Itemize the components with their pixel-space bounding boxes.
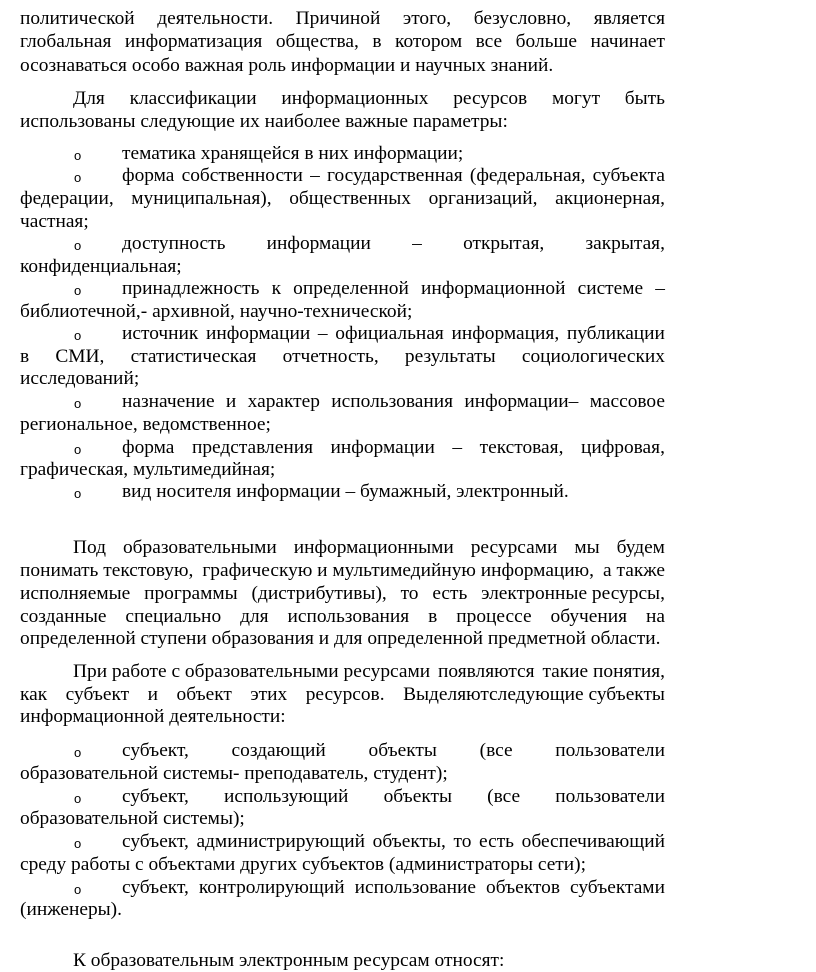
word: текстовая,	[479, 437, 564, 458]
word: информации	[330, 437, 435, 458]
word: акционерная,	[555, 188, 665, 209]
word: а также	[603, 560, 665, 581]
word: исполняемые	[20, 583, 131, 604]
word: есть	[432, 583, 468, 604]
word: объект	[176, 684, 232, 705]
bullet-icon: o	[74, 442, 82, 457]
paragraph-3-line-1	[73, 536, 665, 559]
word: информационными	[293, 537, 454, 558]
word: деятельности.	[157, 8, 274, 29]
word: контролирующий	[198, 877, 345, 898]
word: появляются	[438, 661, 535, 682]
word: является	[593, 8, 665, 29]
word: субъектами	[570, 877, 665, 898]
word: начинает	[590, 31, 665, 52]
word: результаты	[404, 346, 496, 367]
word: доступность	[122, 233, 226, 254]
word: социологических	[521, 346, 665, 367]
word: общества,	[275, 31, 359, 52]
word: то	[400, 583, 419, 604]
word: пользователи	[555, 740, 665, 761]
list-item	[122, 785, 665, 808]
word: безусловно,	[473, 8, 572, 29]
bullet-icon: o	[74, 283, 82, 298]
word: общественных	[289, 188, 411, 209]
word: информатизация	[124, 31, 263, 52]
word: организаций,	[428, 188, 538, 209]
list-item-continuation: среду работы с объектами других субъектов (администраторы сети);	[20, 854, 587, 875]
word: информации–	[464, 391, 579, 412]
list-item	[122, 232, 665, 255]
word: –	[310, 165, 320, 186]
list-item-continuation: региональное, ведомственное;	[20, 414, 271, 435]
word: информационных	[281, 88, 429, 109]
word: принадлежность	[122, 278, 260, 299]
list-item	[122, 739, 665, 762]
list-item	[122, 322, 665, 345]
list-item: вид носителя информации – бумажный, электронный.	[122, 481, 569, 502]
word: –	[412, 233, 422, 254]
paragraph-3-line-2	[20, 559, 665, 582]
list-item-continuation: частная;	[20, 211, 89, 232]
word: ресурсов	[453, 88, 528, 109]
list-item	[122, 390, 665, 413]
word: объектов	[486, 877, 560, 898]
list-item-continuation	[20, 345, 665, 368]
bullet-icon: o	[74, 148, 82, 163]
list-item-continuation: исследований;	[20, 368, 140, 389]
word: субъект,	[122, 740, 189, 761]
word: такие понятия,	[542, 661, 665, 682]
word: (все	[479, 740, 513, 761]
paragraph-5-line-1: К образовательным электронным ресурсам относят:	[73, 950, 505, 971]
word: цифровая,	[580, 437, 665, 458]
word: субъект,	[122, 877, 189, 898]
list-item	[122, 164, 665, 187]
word: и	[147, 684, 158, 705]
bullet-icon: o	[74, 882, 82, 897]
word: информации	[266, 233, 371, 254]
list-item: тематика хранящейся в них информации;	[122, 143, 464, 164]
paragraph-3-line-3	[20, 582, 665, 605]
paragraph-1-line-1	[20, 7, 665, 30]
word: объекты	[383, 786, 452, 807]
word: будем	[616, 537, 665, 558]
word: больше	[515, 31, 578, 52]
paragraph-1-line-3: осознаваться особо важная роль информации и научных знаний.	[20, 55, 554, 76]
word: (федеральная,	[469, 165, 586, 186]
list-item	[122, 876, 665, 899]
word: Выделяютследующие субъекты	[403, 684, 665, 705]
word: –	[452, 437, 463, 458]
word: политической	[20, 8, 135, 29]
word: создающий	[231, 740, 326, 761]
word: ресурсами	[470, 537, 558, 558]
paragraph-2-line-1	[73, 87, 665, 110]
word: понимать текстовую,	[20, 560, 194, 581]
word: есть	[479, 831, 515, 852]
word: При работе с образовательными ресурсами	[73, 661, 431, 682]
word: системе	[577, 278, 644, 299]
list-item-continuation	[20, 187, 665, 210]
word: электронные ресурсы,	[481, 583, 665, 604]
paragraph-2-line-2: использованы следующие их наиболее важные параметры:	[20, 111, 508, 132]
word: этих	[250, 684, 288, 705]
word: муниципальная),	[131, 188, 272, 209]
word: Для	[73, 88, 105, 109]
bullet-icon: o	[74, 328, 82, 343]
word: все	[475, 31, 503, 52]
word: быть	[624, 88, 665, 109]
word: использования	[331, 391, 454, 412]
list-item-continuation: (инженеры).	[20, 899, 122, 920]
word: федерации,	[20, 188, 114, 209]
word: ресурсов.	[305, 684, 385, 705]
word: как	[20, 684, 48, 705]
word: Причиной	[295, 8, 381, 29]
list-item	[122, 277, 665, 300]
word: специально	[125, 606, 222, 627]
word: форма	[122, 437, 175, 458]
word: закрытая,	[585, 233, 665, 254]
paragraph-3-line-5: определенной ступени образования и для определенной предметной области.	[20, 628, 661, 649]
word: характер	[247, 391, 320, 412]
word: статистическая	[130, 346, 257, 367]
word: использования	[287, 606, 410, 627]
word: образовательными	[122, 537, 277, 558]
word: графическую и мультимедийную информацию,	[202, 560, 595, 581]
word: информация,	[451, 323, 560, 344]
list-item-continuation: образовательной системы- преподаватель, студент);	[20, 763, 448, 784]
word: открытая,	[463, 233, 545, 254]
word: субъект,	[122, 786, 189, 807]
word: могут	[551, 88, 601, 109]
word: созданные	[20, 606, 107, 627]
word: назначение	[122, 391, 215, 412]
bullet-icon: o	[74, 396, 82, 411]
word: использование	[354, 877, 477, 898]
word: к	[271, 278, 282, 299]
list-item	[122, 830, 665, 853]
word: собственности	[181, 165, 303, 186]
list-item-continuation: образовательной системы);	[20, 808, 245, 829]
paragraph-1-line-2	[20, 30, 665, 53]
word: –	[655, 278, 665, 299]
word: –	[317, 323, 328, 344]
word: государственная	[327, 165, 463, 186]
paragraph-4-line-2	[20, 683, 665, 706]
word: для	[240, 606, 269, 627]
list-item-continuation: библиотечной,- архивной, научно-технической;	[20, 301, 413, 322]
word: субъект,	[122, 831, 189, 852]
word: глобальная	[20, 31, 112, 52]
word: Под	[73, 537, 107, 558]
word: обеспечивающий	[521, 831, 665, 852]
paragraph-4-line-1	[73, 660, 665, 683]
word: форма	[122, 165, 175, 186]
word: информации	[205, 323, 311, 344]
word: котором	[395, 31, 463, 52]
word: субъекта	[592, 165, 665, 186]
word: пользователи	[555, 786, 665, 807]
word: этого,	[402, 8, 452, 29]
word: официальная	[335, 323, 444, 344]
bullet-icon: o	[74, 486, 82, 501]
word: в	[428, 606, 438, 627]
word: использующий	[224, 786, 349, 807]
word: массовое	[589, 391, 665, 412]
list-item-continuation: конфиденциальная;	[20, 256, 182, 277]
word: представления	[191, 437, 314, 458]
word: объекты	[368, 740, 437, 761]
bullet-icon: o	[74, 791, 82, 806]
list-item-continuation: графическая, мультимедийная;	[20, 459, 276, 480]
word: и	[225, 391, 237, 412]
word: объекты,	[372, 831, 446, 852]
paragraph-3-line-4	[20, 605, 665, 628]
word: публикации	[566, 323, 665, 344]
word: администрирующий	[196, 831, 366, 852]
word: программы	[144, 583, 238, 604]
bullet-icon: o	[74, 238, 82, 253]
word: процессе	[456, 606, 532, 627]
bullet-icon: o	[74, 745, 82, 760]
word: (все	[487, 786, 521, 807]
list-item	[122, 436, 665, 459]
bullet-icon: o	[74, 836, 82, 851]
word: на	[646, 606, 665, 627]
word: отчетность,	[282, 346, 379, 367]
word: классификации	[129, 88, 257, 109]
word: субъект	[65, 684, 130, 705]
word: информационной	[421, 278, 566, 299]
paragraph-4-line-3: информационной деятельности:	[20, 706, 286, 727]
word: определенной	[293, 278, 409, 299]
word: мы	[574, 537, 600, 558]
word: в	[20, 346, 30, 367]
word: источник	[122, 323, 199, 344]
word: (дистрибутивы),	[251, 583, 387, 604]
word: СМИ,	[55, 346, 105, 367]
word: то	[453, 831, 472, 852]
bullet-icon: o	[74, 170, 82, 185]
word: в	[372, 31, 382, 52]
word: обучения	[550, 606, 628, 627]
